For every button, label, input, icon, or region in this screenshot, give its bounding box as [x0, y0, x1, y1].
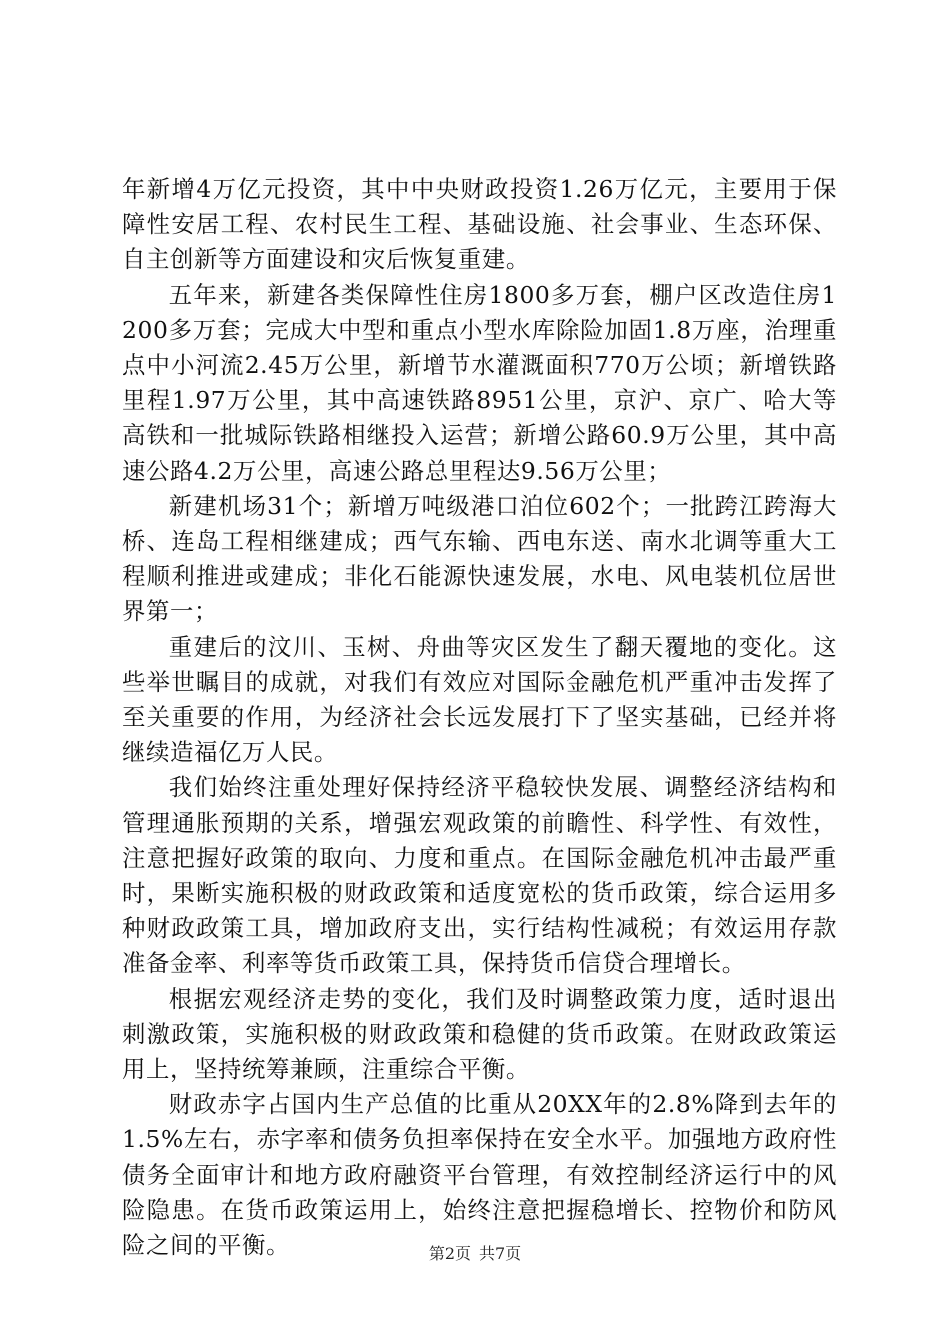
paragraph: 根据宏观经济走势的变化，我们及时调整政策力度，适时退出刺激政策，实施积极的财政政策和稳健的货币政策。在财政政策运用上，坚持统筹兼顾，注重综合平衡。 [122, 984, 837, 1084]
paragraph: 年新增4万亿元投资，其中中央财政投资1.26万亿元，主要用于保障性安居工程、农村民生工程、基础设施、社会事业、生态环保、自主创新等方面建设和灾后恢复重建。 [122, 175, 837, 274]
paragraph: 五年来，新建各类保障性住房1800多万套，棚户区改造住房1200多万套；完成大中型和重点小型水库除险加固1.8万座，治理重点中小河流2.45万公里，新增节水灌溉面积770万公顷；新增铁路里程1.97万公里，其中高速铁路8951公里，京沪、京广、哈大等高铁和一批城际铁路相继投入运营；新增公路60.9万公里，其中高速公路4.2万公里，高速公路总里程达9.56万公里； [122, 280, 837, 485]
page-footer [0, 1244, 950, 1264]
paragraph: 我们始终注重处理好保持经济平稳较快发展、调整经济结构和管理通胀预期的关系，增强宏观政策的前瞻性、科学性、有效性，注意把握好政策的取向、力度和重点。在国际金融危机冲击最严重时，果断实施积极的财政政策和适度宽松的货币政策，综合运用多种财政政策工具，增加政府支出，实行结构性减税；有效运用存款准备金率、利率等货币政策工具，保持货币信贷合理增长。 [122, 773, 837, 978]
paragraph: 新建机场31个；新增万吨级港口泊位602个；一批跨江跨海大桥、连岛工程相继建成；西气东输、西电东送、南水北调等重大工程顺利推进或建成；非化石能源快速发展，水电、风电装机位居世界第一； [122, 491, 837, 626]
paragraph: 财政赤字占国内生产总值的比重从20XX年的2.8%降到去年的1.5%左右，赤字率和债务负担率保持在安全水平。加强地方政府性债务全面审计和地方政府融资平台管理，有效控制经济运行中的风险隐患。在货币政策运用上，始终注意把握稳增长、控物价和防风险之间的平衡。 [122, 1090, 837, 1260]
document-body [122, 172, 837, 1263]
page-total: 共7页 [479, 1244, 522, 1263]
page-number: 第2页 [428, 1244, 471, 1263]
paragraph: 重建后的汶川、玉树、舟曲等灾区发生了翻天覆地的变化。这些举世瞩目的成就，对我们有效应对国际金融危机严重冲击发挥了至关重要的作用，为经济社会长远发展打下了坚实基础，已经并将继续造福亿万人民。 [122, 632, 837, 767]
